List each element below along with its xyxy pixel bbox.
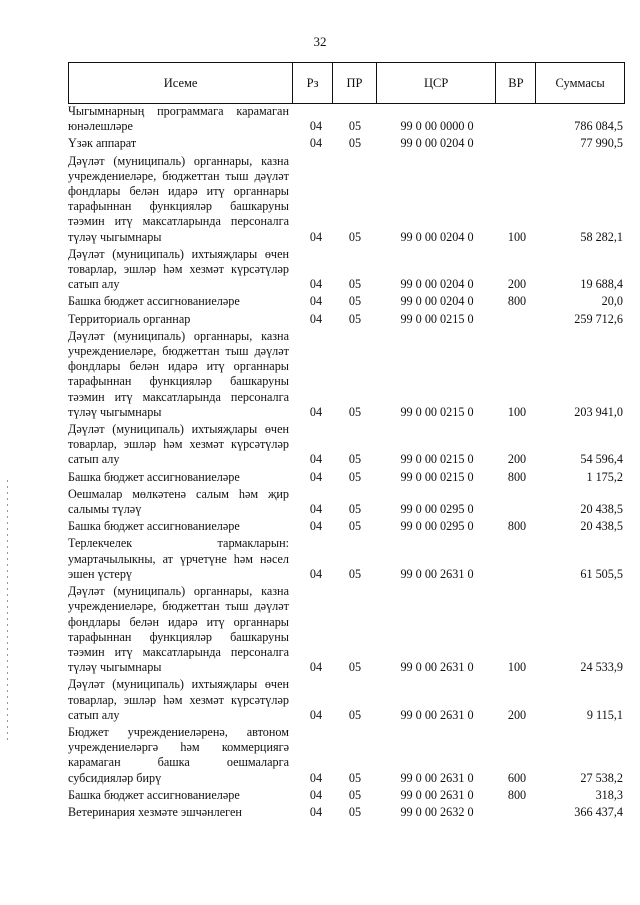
cell-pr: 05 <box>348 119 362 134</box>
cell-rz: 04 <box>309 229 323 244</box>
cell-sum: 19 688,4 <box>580 277 623 292</box>
cell-vr: 100 <box>507 404 527 419</box>
cell-name: Дәүләт (муниципаль) ихтыяҗлары өчен товарлар, эшләр һәм хезмәт күрсәтүләр сатып алу <box>68 246 289 292</box>
margin-dotted-line <box>7 480 8 740</box>
cell-vr: 100 <box>507 229 527 244</box>
cell-vr: 800 <box>507 294 527 309</box>
cell-rz: 04 <box>309 404 323 419</box>
cell-pr: 05 <box>348 707 362 722</box>
cell-rz: 04 <box>309 770 323 785</box>
cell-vr: 200 <box>507 277 527 292</box>
cell-name: Чыгымнарның программага карамаган юнәлешләре <box>68 104 289 134</box>
cell-csr: 99 0 00 0215 0 <box>400 452 474 467</box>
cell-csr: 99 0 00 0204 0 <box>400 277 474 292</box>
cell-pr: 05 <box>348 502 362 517</box>
cell-pr: 05 <box>348 404 362 419</box>
cell-csr: 99 0 00 0204 0 <box>400 136 474 151</box>
cell-rz: 04 <box>309 566 323 581</box>
cell-name: Оешмалар мөлкәтенә салым һәм җир салымы түләү <box>68 486 289 517</box>
cell-pr: 05 <box>348 469 362 484</box>
cell-name: Үзәк аппарат <box>68 136 137 151</box>
cell-name: Бюджет учреждениеләренә, автоном учреждениеләргә һәм коммерциягә карамаган башка оешмаларга субсидияләр бирү <box>68 724 289 785</box>
cell-csr: 99 0 00 0215 0 <box>400 469 474 484</box>
cell-name: Дәүләт (муниципаль) ихтыяҗлары өчен товарлар, эшләр һәм хезмәт күрсәтүләр сатып алу <box>68 422 289 467</box>
cell-csr: 99 0 00 0204 0 <box>400 294 474 309</box>
cell-vr: 600 <box>507 770 527 785</box>
table-row <box>68 487 625 517</box>
cell-rz: 04 <box>309 519 323 534</box>
cell-vr: 200 <box>507 707 527 722</box>
cell-sum: 54 596,4 <box>580 452 623 467</box>
cell-rz: 04 <box>309 294 323 309</box>
cell-sum: 259 712,6 <box>574 311 623 326</box>
cell-csr: 99 0 00 2631 0 <box>400 660 474 675</box>
cell-sum: 20 438,5 <box>580 519 623 534</box>
cell-name: Территориаль органнар <box>68 311 191 326</box>
table-row <box>68 470 625 485</box>
cell-rz: 04 <box>309 311 323 326</box>
cell-sum: 58 282,1 <box>580 229 623 244</box>
cell-rz: 04 <box>309 452 323 467</box>
cell-pr: 05 <box>348 311 362 326</box>
cell-pr: 05 <box>348 566 362 581</box>
cell-csr: 99 0 00 2631 0 <box>400 566 474 581</box>
cell-pr: 05 <box>348 277 362 292</box>
cell-pr: 05 <box>348 452 362 467</box>
cell-sum: 77 990,5 <box>580 136 623 151</box>
cell-pr: 05 <box>348 294 362 309</box>
cell-csr: 99 0 00 2631 0 <box>400 787 474 802</box>
header-pr: ПР <box>333 63 377 103</box>
cell-csr: 99 0 00 0204 0 <box>400 229 474 244</box>
budget-table-body <box>68 104 625 820</box>
cell-vr: 800 <box>507 469 527 484</box>
cell-name: Башка бюджет ассигнованиеләре <box>68 787 240 802</box>
cell-name: Дәүләт (муниципаль) органнары, казна учреждениеләре, бюджеттан тыш дәүләт фондлары белән идарә итү органнары тарафыннан функцияләр башкаруны тәэмин итү максатларында персоналга түләү чыгымнары <box>68 153 289 244</box>
cell-vr: 100 <box>507 660 527 675</box>
cell-pr: 05 <box>348 770 362 785</box>
cell-pr: 05 <box>348 804 362 819</box>
table-row <box>68 247 625 293</box>
table-row <box>68 312 625 327</box>
cell-sum: 786 084,5 <box>574 119 623 134</box>
table-row <box>68 136 625 151</box>
cell-sum: 24 533,9 <box>580 660 623 675</box>
cell-sum: 366 437,4 <box>574 804 623 819</box>
cell-vr: 800 <box>507 519 527 534</box>
header-name: Исеме <box>69 63 293 103</box>
cell-sum: 27 538,2 <box>580 770 623 785</box>
table-row <box>68 677 625 723</box>
cell-vr: 800 <box>507 787 527 802</box>
table-row <box>68 104 625 134</box>
cell-name: Башка бюджет ассигнованиеләре <box>68 519 240 534</box>
cell-rz: 04 <box>309 469 323 484</box>
cell-pr: 05 <box>348 229 362 244</box>
page-number: 32 <box>313 34 327 49</box>
table-row <box>68 422 625 468</box>
cell-name: Башка бюджет ассигнованиеләре <box>68 294 240 309</box>
header-vr: ВР <box>496 63 536 103</box>
cell-pr: 05 <box>348 519 362 534</box>
table-row <box>68 294 625 309</box>
cell-sum: 9 115,1 <box>586 707 623 722</box>
cell-rz: 04 <box>309 136 323 151</box>
header-rz: Рз <box>293 63 333 103</box>
table-row <box>68 536 625 582</box>
cell-pr: 05 <box>348 787 362 802</box>
cell-pr: 05 <box>348 660 362 675</box>
cell-name: Ветеринария хезмәте эшчәнлеген <box>68 804 242 819</box>
cell-rz: 04 <box>309 804 323 819</box>
cell-name: Башка бюджет ассигнованиеләре <box>68 469 240 484</box>
cell-csr: 99 0 00 0000 0 <box>400 119 474 134</box>
cell-name: Дәүләт (муниципаль) органнары, казна учреждениеләре, бюджеттан тыш дәүләт фондлары белән идарә итү органнары тарафыннан функцияләр башкаруны тәэмин итү максатларында персоналга түләү чыгымнары <box>68 328 289 419</box>
cell-sum: 1 175,2 <box>586 469 623 484</box>
header-csr: ЦСР <box>377 63 497 103</box>
cell-name: Дәүләт (муниципаль) ихтыяҗлары өчен товарлар, эшләр һәм хезмәт күрсәтүләр сатып алу <box>68 677 289 722</box>
table-row <box>68 329 625 420</box>
cell-pr: 05 <box>348 136 362 151</box>
cell-sum: 20,0 <box>601 294 623 309</box>
table-header <box>68 62 625 104</box>
table-row <box>68 805 625 820</box>
cell-csr: 99 0 00 2632 0 <box>400 804 474 819</box>
cell-csr: 99 0 00 0295 0 <box>400 519 474 534</box>
cell-csr: 99 0 00 2631 0 <box>400 770 474 785</box>
cell-rz: 04 <box>309 707 323 722</box>
table-row <box>68 788 625 803</box>
header-sum: Суммасы <box>555 75 605 90</box>
cell-sum: 318,3 <box>595 787 623 802</box>
cell-sum: 20 438,5 <box>580 502 623 517</box>
cell-csr: 99 0 00 0215 0 <box>400 311 474 326</box>
cell-rz: 04 <box>309 502 323 517</box>
cell-csr: 99 0 00 0215 0 <box>400 404 474 419</box>
table-row <box>68 725 625 786</box>
cell-rz: 04 <box>309 119 323 134</box>
cell-rz: 04 <box>309 660 323 675</box>
table-row <box>68 154 625 245</box>
cell-name: Терлекчелек тармакларын: умартачылыкны, ат үрчетүне һәм нәсел эшен үстерү <box>68 536 289 581</box>
cell-rz: 04 <box>309 787 323 802</box>
cell-csr: 99 0 00 2631 0 <box>400 707 474 722</box>
cell-sum: 61 505,5 <box>580 566 623 581</box>
cell-vr: 200 <box>507 452 527 467</box>
table-row <box>68 519 625 534</box>
table-row <box>68 584 625 675</box>
cell-rz: 04 <box>309 277 323 292</box>
cell-csr: 99 0 00 0295 0 <box>400 502 474 517</box>
cell-sum: 203 941,0 <box>574 404 623 419</box>
cell-name: Дәүләт (муниципаль) органнары, казна учреждениеләре, бюджеттан тыш дәүләт фондлары белән идарә итү органнары тарафыннан функцияләр башкаруны тәэмин итү максатларында персоналга түләү чыгымнары <box>68 584 289 675</box>
